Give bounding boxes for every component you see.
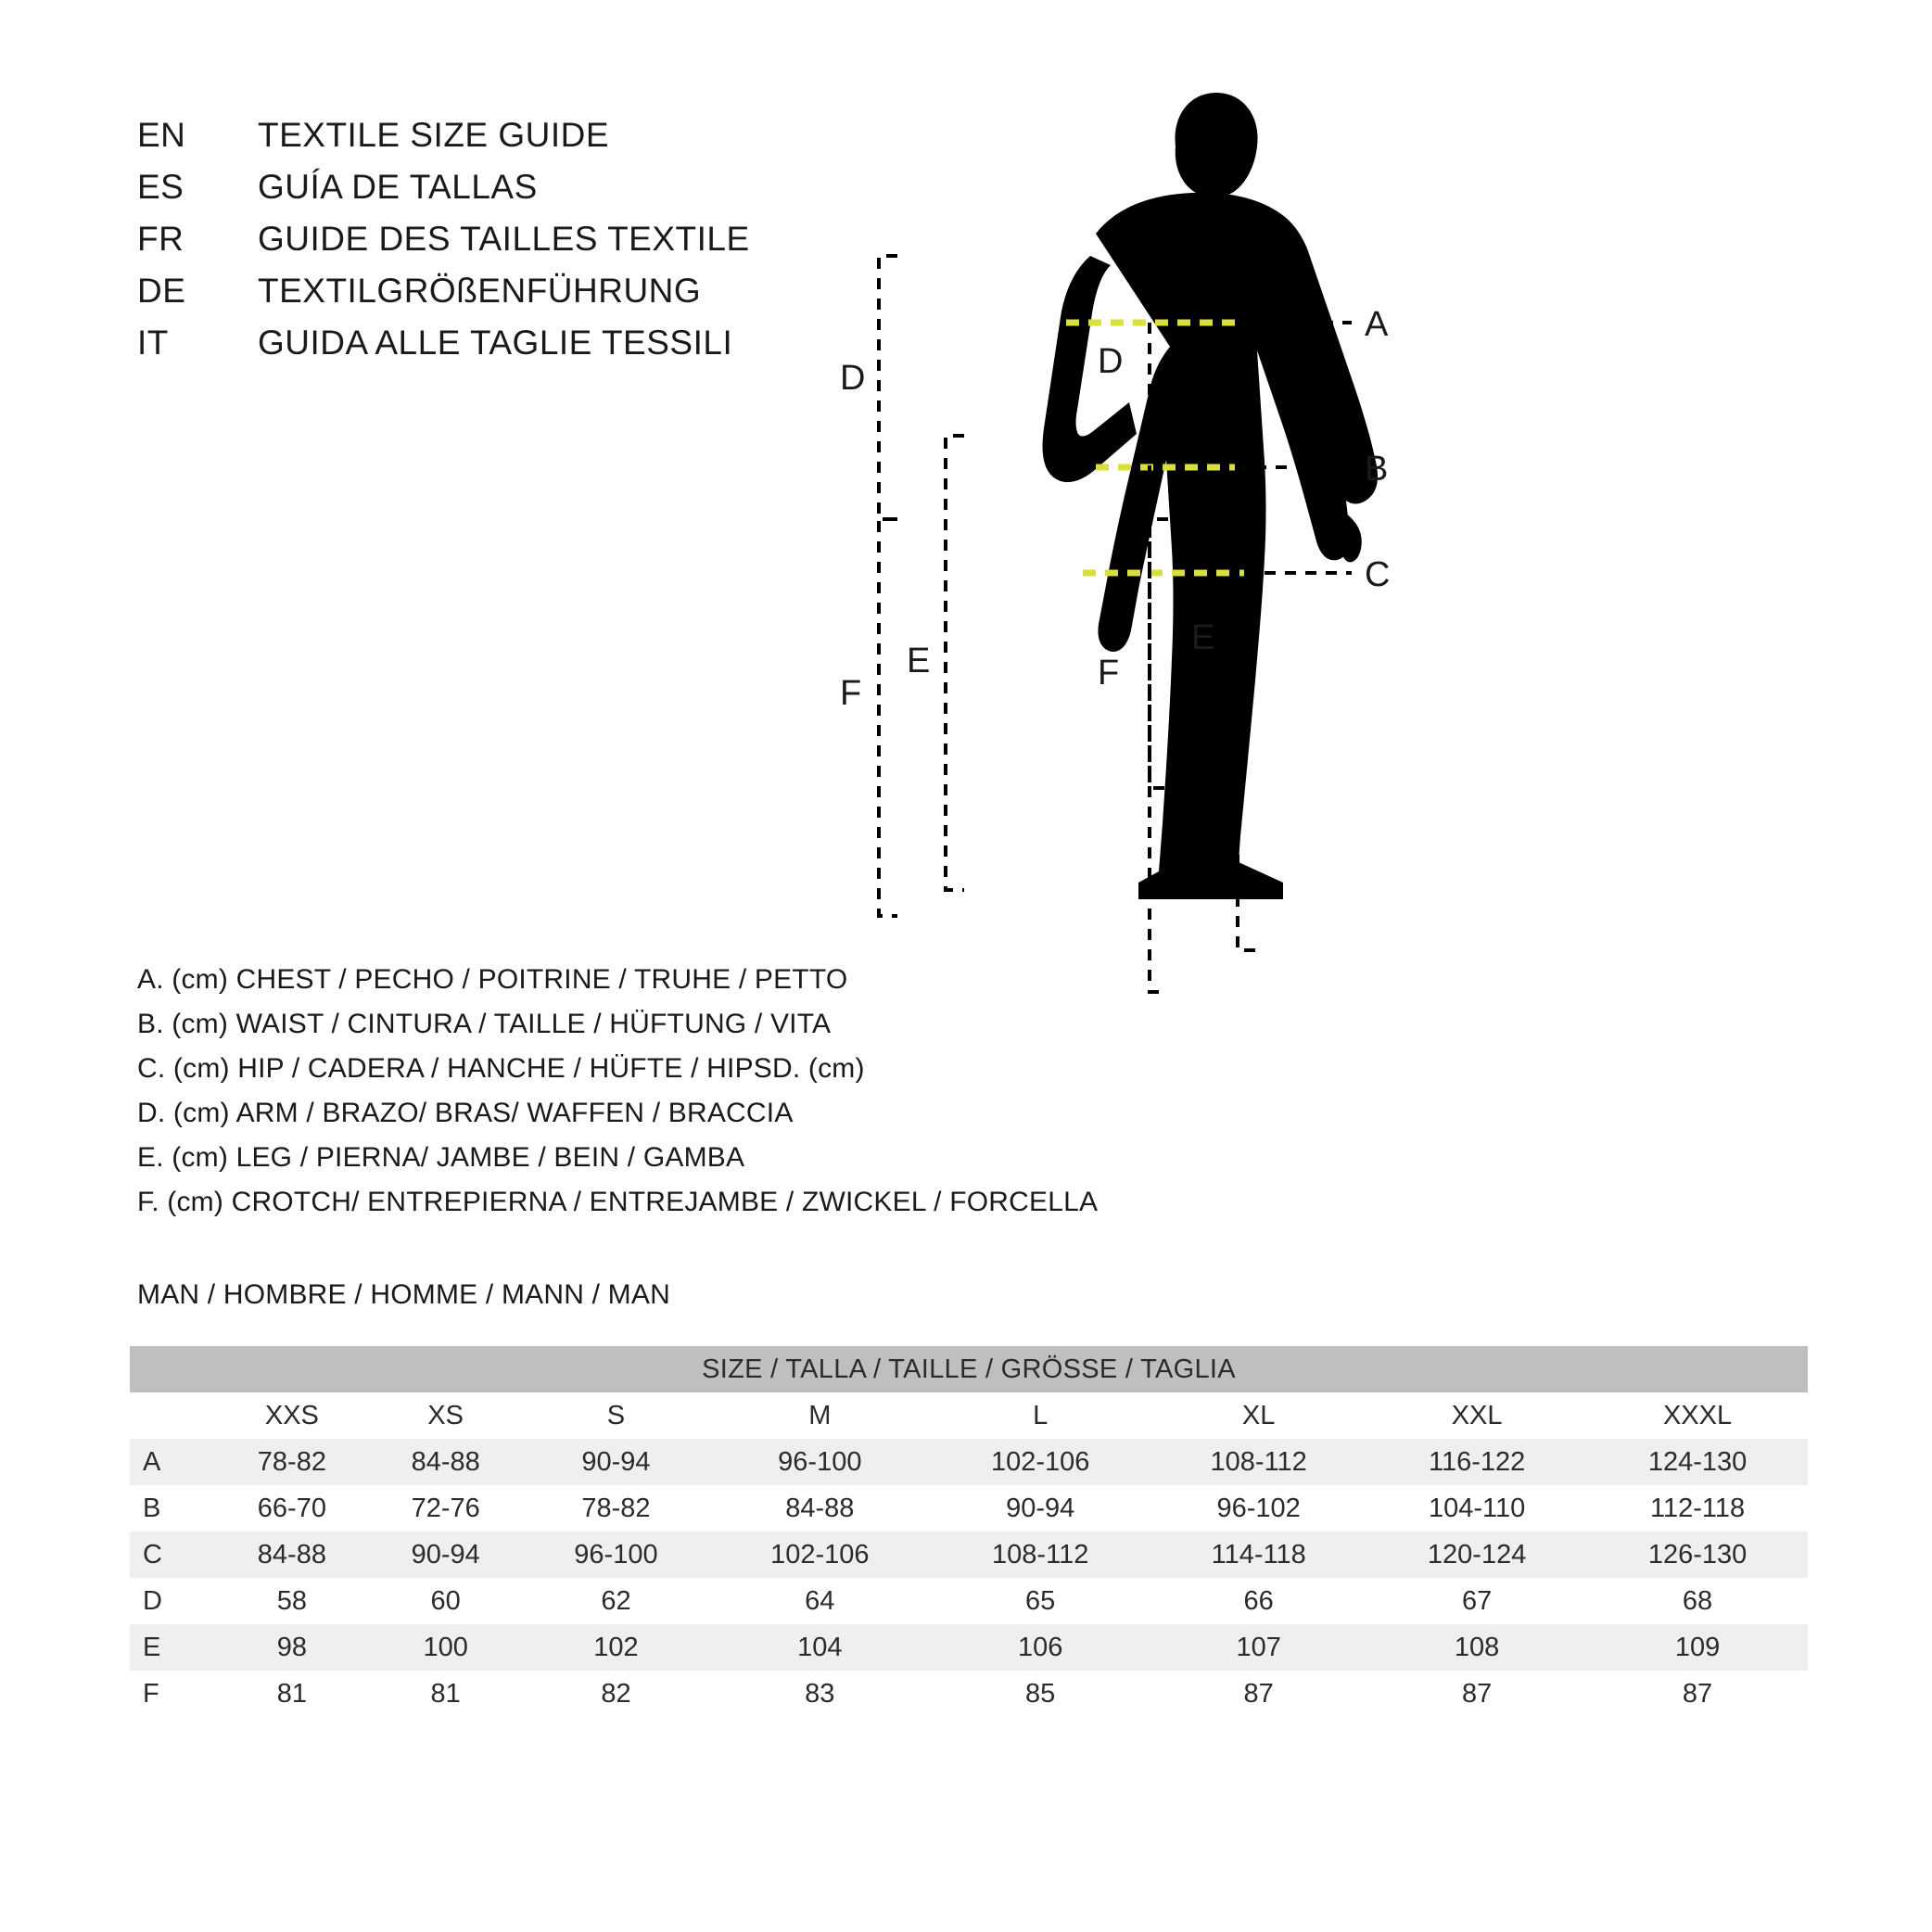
cell-b-xl: 96-102: [1150, 1485, 1366, 1532]
cell-e-xxxl: 109: [1587, 1624, 1808, 1671]
title-lang-de: DE: [137, 272, 186, 310]
table-row: [130, 1624, 1808, 1671]
title-block: [137, 116, 750, 375]
cell-b-m: 84-88: [709, 1485, 930, 1532]
title-text-de: TEXTILGRÖßENFÜHRUNG: [258, 272, 702, 310]
cell-c-l: 108-112: [930, 1532, 1150, 1578]
table-row: [130, 1578, 1808, 1624]
cell-f-xxxl: 87: [1587, 1671, 1808, 1717]
cell-c-xl: 114-118: [1150, 1532, 1366, 1578]
size-col-xxxl: XXXL: [1587, 1392, 1808, 1439]
table-header-band: [130, 1346, 1808, 1392]
title-row: [137, 272, 750, 324]
gender-label: MAN / HOMBRE / HOMME / MANN / MAN: [137, 1279, 670, 1310]
title-lang-it: IT: [137, 324, 169, 362]
cell-f-xxl: 87: [1366, 1671, 1587, 1717]
cell-b-xxl: 104-110: [1366, 1485, 1587, 1532]
size-col-m: M: [709, 1392, 930, 1439]
cell-c-xs: 90-94: [369, 1532, 523, 1578]
title-lang-es: ES: [137, 168, 184, 206]
cell-e-m: 104: [709, 1624, 930, 1671]
cell-f-l: 85: [930, 1671, 1150, 1717]
cell-a-xl: 108-112: [1150, 1439, 1366, 1485]
cell-c-xxs: 84-88: [215, 1532, 369, 1578]
title-row: [137, 168, 750, 220]
size-table-wrapper: [130, 1346, 1808, 1717]
table-row: [130, 1485, 1808, 1532]
row-label-b: B: [130, 1485, 215, 1532]
cell-a-s: 90-94: [523, 1439, 710, 1485]
legend-item-b: B. (cm) WAIST / CINTURA / TAILLE / HÜFTUNG / VITA: [137, 1009, 832, 1039]
title-text-en: TEXTILE SIZE GUIDE: [258, 116, 610, 154]
cell-a-xxl: 116-122: [1366, 1439, 1587, 1485]
cell-b-l: 90-94: [930, 1485, 1150, 1532]
cell-f-m: 83: [709, 1671, 930, 1717]
cell-d-s: 62: [523, 1578, 710, 1624]
cell-a-xxs: 78-82: [215, 1439, 369, 1485]
cell-d-xl: 66: [1150, 1578, 1366, 1624]
cell-f-xl: 87: [1150, 1671, 1366, 1717]
table-size-row: [130, 1392, 1808, 1439]
cell-d-l: 65: [930, 1578, 1150, 1624]
title-row: [137, 324, 750, 375]
title-lang-fr: FR: [137, 220, 184, 258]
legend-item-d: D. (cm) ARM / BRAZO/ BRAS/ WAFFEN / BRACCIA: [137, 1098, 794, 1128]
cell-c-xxl: 120-124: [1366, 1532, 1587, 1578]
legend-item-a: A. (cm) CHEST / PECHO / POITRINE / TRUHE / PETTO: [137, 964, 848, 995]
cell-e-s: 102: [523, 1624, 710, 1671]
cell-e-xxs: 98: [215, 1624, 369, 1671]
cell-a-m: 96-100: [709, 1439, 930, 1485]
cell-b-xxs: 66-70: [215, 1485, 369, 1532]
title-row: [137, 116, 750, 168]
size-col-xxl: XXL: [1366, 1392, 1587, 1439]
row-label-e: E: [130, 1624, 215, 1671]
table-header-label: SIZE / TALLA / TAILLE / GRÖSSE / TAGLIA: [130, 1346, 1808, 1392]
cell-c-m: 102-106: [709, 1532, 930, 1578]
label-d: D: [840, 359, 866, 398]
row-label-a: A: [130, 1439, 215, 1485]
cell-d-m: 64: [709, 1578, 930, 1624]
table-row: [130, 1532, 1808, 1578]
cell-d-xxl: 67: [1366, 1578, 1587, 1624]
cell-d-xs: 60: [369, 1578, 523, 1624]
measurement-legend: [137, 964, 1098, 1231]
title-text-it: GUIDA ALLE TAGLIE TESSILI: [258, 324, 733, 362]
cell-e-xxl: 108: [1366, 1624, 1587, 1671]
diagram-brackets: [1038, 167, 1687, 1205]
bracket-f-outer: [1150, 519, 1168, 992]
cell-b-s: 78-82: [523, 1485, 710, 1532]
row-label-c: C: [130, 1532, 215, 1578]
title-row: [137, 220, 750, 272]
label-b: B: [1365, 450, 1389, 489]
label-e: E: [907, 642, 931, 680]
label-a: A: [1365, 305, 1389, 344]
size-table: [130, 1346, 1808, 1717]
bracket-e: [946, 436, 964, 890]
legend-item-c: C. (cm) HIP / CADERA / HANCHE / HÜFTE / HIPSD. (cm): [137, 1053, 865, 1084]
cell-e-l: 106: [930, 1624, 1150, 1671]
label-f: F: [840, 674, 862, 713]
title-text-es: GUÍA DE TALLAS: [258, 168, 538, 206]
size-col-xs: XS: [369, 1392, 523, 1439]
legend-item-f: F. (cm) CROTCH/ ENTREPIERNA / ENTREJAMBE / ZWICKEL / FORCELLA: [137, 1187, 1099, 1217]
label-c: C: [1365, 555, 1391, 594]
cell-d-xxxl: 68: [1587, 1578, 1808, 1624]
table-row: [130, 1671, 1808, 1717]
bracket-e-outer: [1238, 445, 1256, 950]
diagram-label-e: E: [1191, 618, 1215, 657]
cell-e-xs: 100: [369, 1624, 523, 1671]
cell-a-xs: 84-88: [369, 1439, 523, 1485]
table-row: [130, 1439, 1808, 1485]
size-col-xl: XL: [1150, 1392, 1366, 1439]
cell-e-xl: 107: [1150, 1624, 1366, 1671]
size-col-s: S: [523, 1392, 710, 1439]
cell-a-xxxl: 124-130: [1587, 1439, 1808, 1485]
row-label-f: F: [130, 1671, 215, 1717]
cell-b-xxxl: 112-118: [1587, 1485, 1808, 1532]
size-col-l: L: [930, 1392, 1150, 1439]
title-lang-en: EN: [137, 116, 186, 154]
row-label-d: D: [130, 1578, 215, 1624]
cell-a-l: 102-106: [930, 1439, 1150, 1485]
cell-c-xxxl: 126-130: [1587, 1532, 1808, 1578]
bracket-d-outer: [1150, 260, 1168, 788]
title-text-fr: GUIDE DES TAILLES TEXTILE: [258, 220, 750, 258]
legend-item-e: E. (cm) LEG / PIERNA/ JAMBE / BEIN / GAMBA: [137, 1142, 745, 1173]
size-row-corner: [130, 1392, 215, 1439]
cell-f-xs: 81: [369, 1671, 523, 1717]
cell-f-xxs: 81: [215, 1671, 369, 1717]
cell-d-xxs: 58: [215, 1578, 369, 1624]
cell-b-xs: 72-76: [369, 1485, 523, 1532]
diagram-label-d: D: [1098, 342, 1124, 381]
diagram-label-f: F: [1098, 654, 1120, 693]
cell-c-s: 96-100: [523, 1532, 710, 1578]
size-col-xxs: XXS: [215, 1392, 369, 1439]
bracket-f: [879, 519, 897, 916]
cell-f-s: 82: [523, 1671, 710, 1717]
bracket-d: [879, 256, 897, 519]
